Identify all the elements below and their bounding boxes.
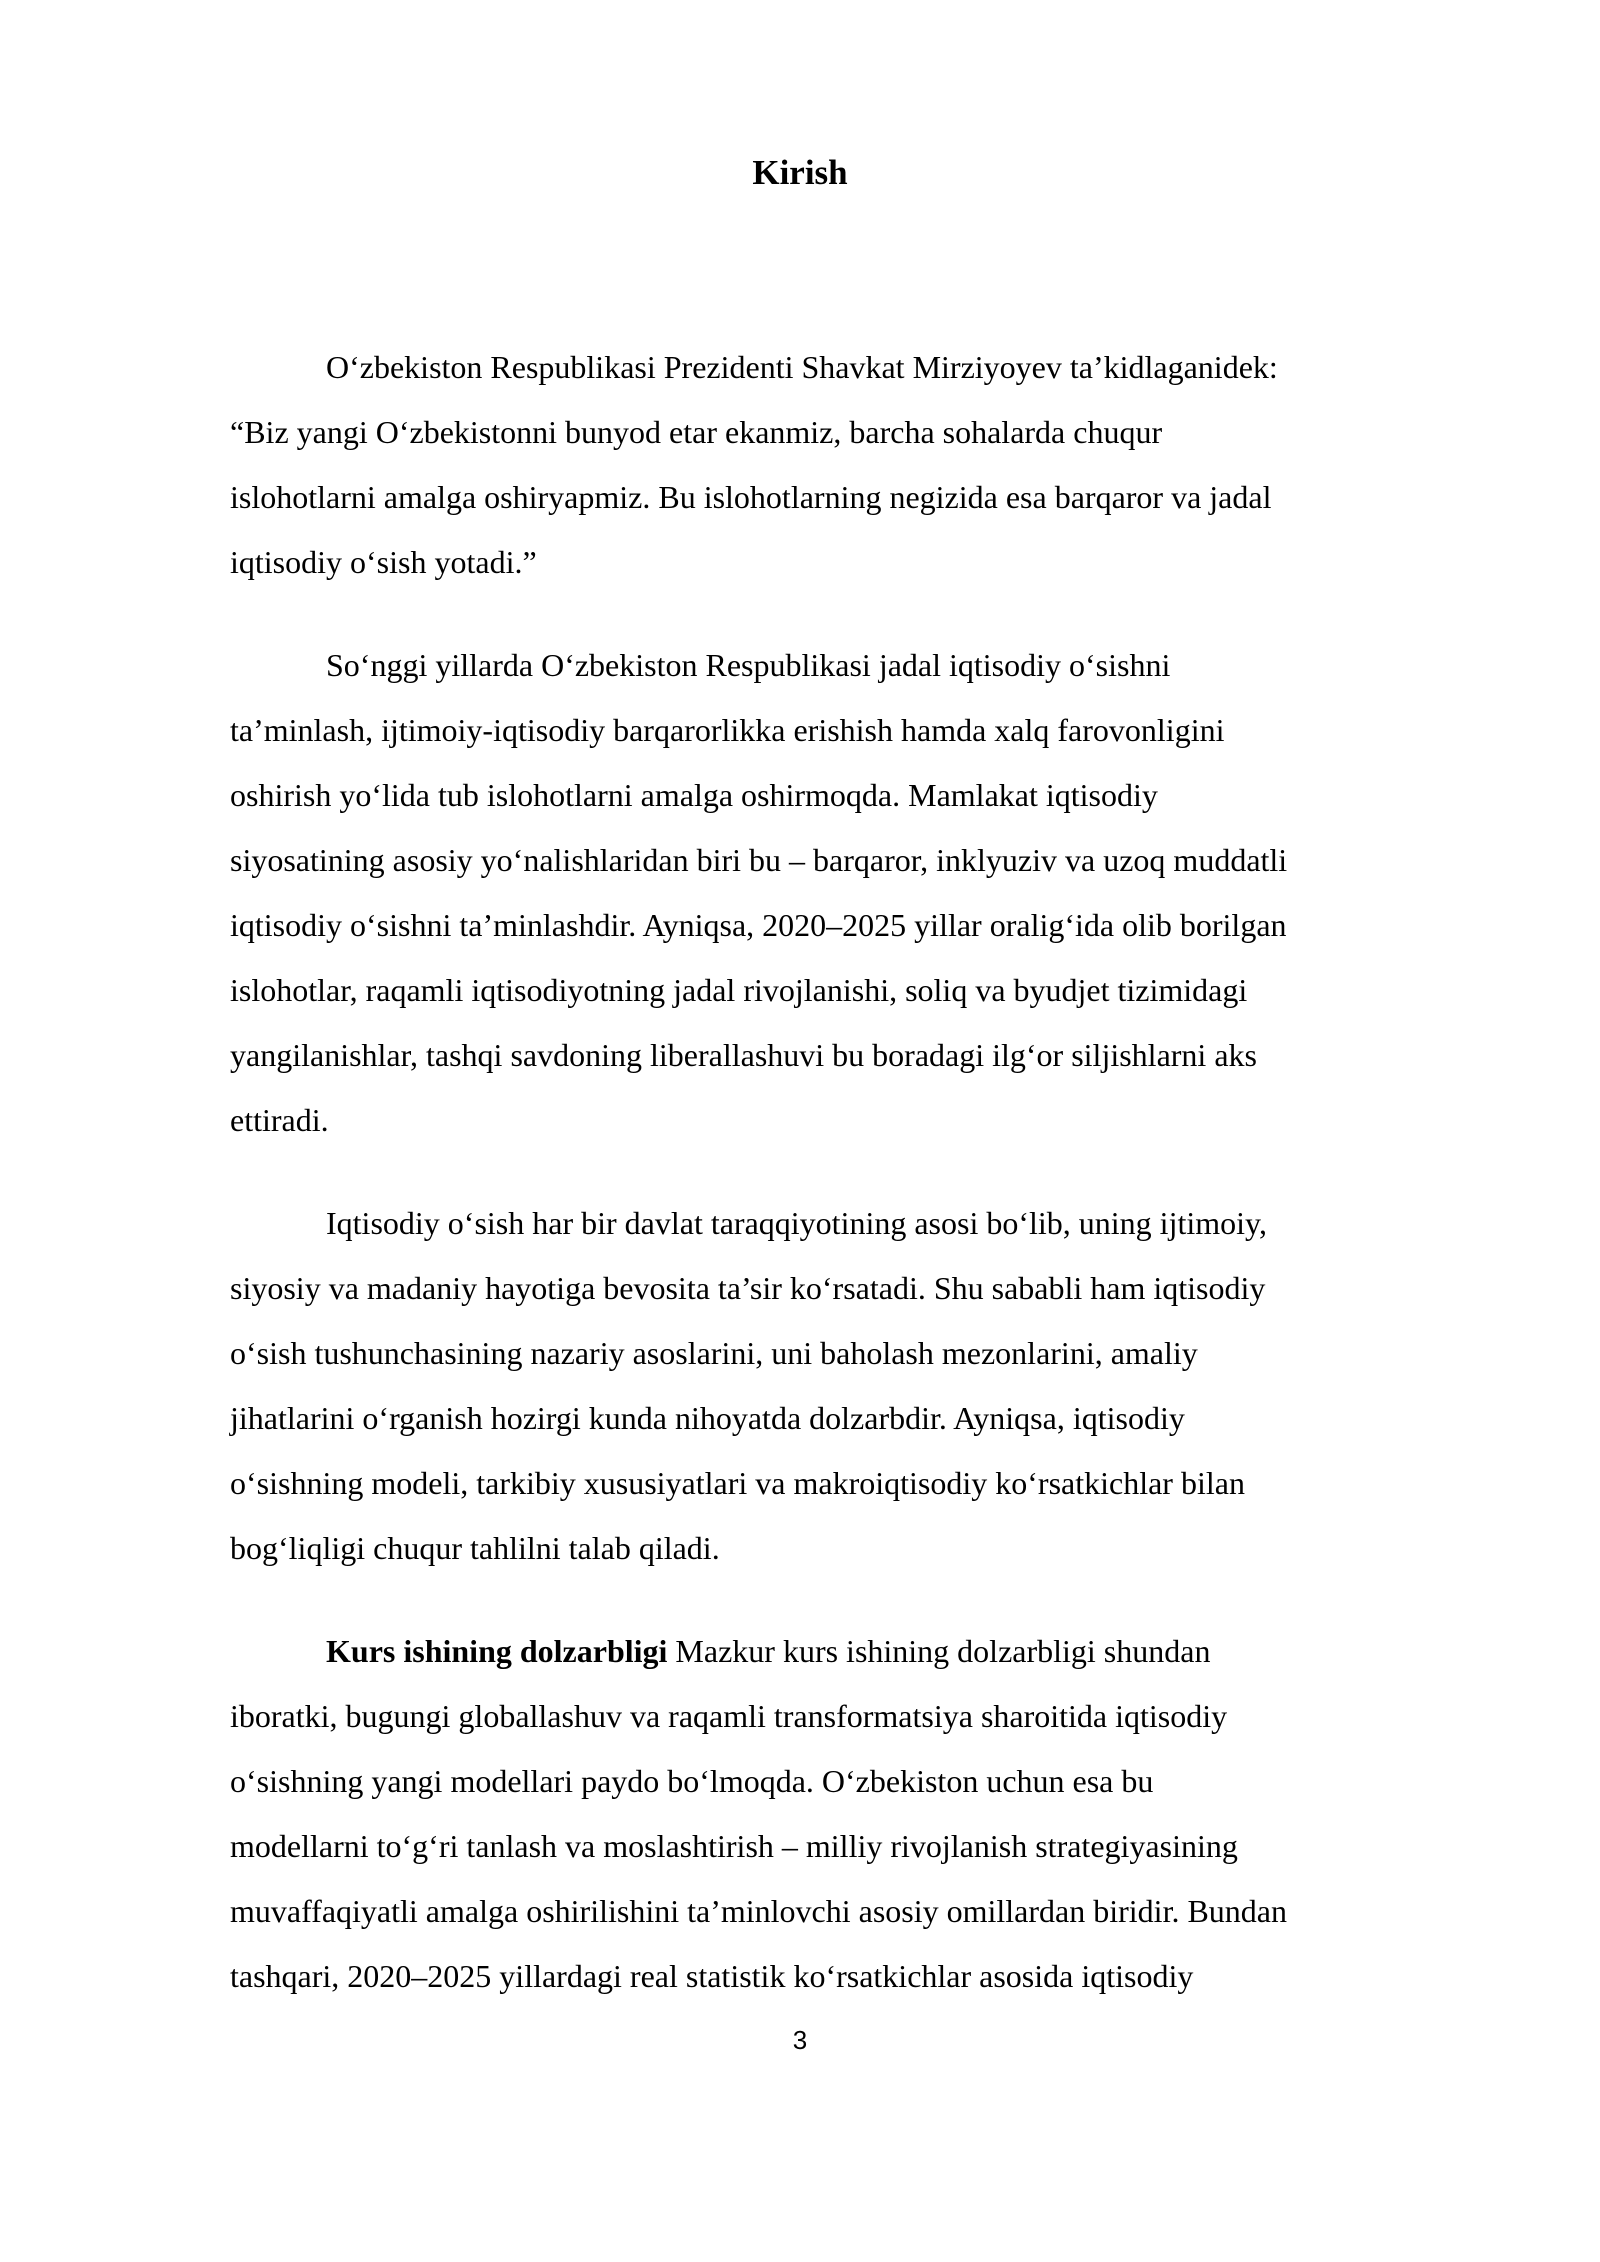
text-line: O‘zbekiston Respublikasi Prezidenti Shavkat Mirziyoyev ta’kidlaganidek:	[326, 349, 1278, 385]
text-line: o‘sish tushunchasining nazariy asoslarini, uni baholash mezonlarini, amaliy	[230, 1335, 1198, 1371]
text-line: So‘nggi yillarda O‘zbekiston Respublikasi jadal iqtisodiy o‘sishni	[326, 647, 1171, 683]
text-line: tashqari, 2020–2025 yillardagi real statistik ko‘rsatkichlar asosida iqtisodiy	[230, 1958, 1194, 1994]
text-line: jihatlarini o‘rganish hozirgi kunda nihoyatda dolzarbdir. Ayniqsa, iqtisodiy	[230, 1400, 1185, 1436]
text-line: ettiradi.	[230, 1102, 329, 1138]
paragraph-2	[230, 633, 1485, 1153]
text-fragment: Mazkur kurs ishining dolzarbligi shundan	[667, 1633, 1211, 1669]
text-line	[230, 1619, 1485, 1684]
text-line: bog‘liqligi chuqur tahlilni talab qiladi.	[230, 1530, 720, 1566]
text-line: islohotlarni amalga oshiryapmiz. Bu islohotlarning negizida esa barqaror va jadal	[230, 479, 1272, 515]
body-text	[230, 335, 1485, 2009]
text-line: siyosatining asosiy yo‘nalishlaridan biri bu – barqaror, inklyuziv va uzoq muddatli	[230, 842, 1288, 878]
paragraph-spacing	[230, 1581, 1485, 1619]
page-number: 3	[792, 2025, 808, 2055]
text-line: muvaffaqiyatli amalga oshirilishini ta’minlovchi asosiy omillardan biridir. Bundan	[230, 1893, 1287, 1929]
paragraph-1	[230, 335, 1485, 595]
page-title: Kirish	[752, 153, 848, 192]
text-line: modellarni to‘g‘ri tanlash va moslashtirish – milliy rivojlanish strategiyasining	[230, 1828, 1238, 1864]
text-line: o‘sishning modeli, tarkibiy xususiyatlari va makroiqtisodiy ko‘rsatkichlar bilan	[230, 1465, 1245, 1501]
text-line: Iqtisodiy o‘sish har bir davlat taraqqiyotining asosi bo‘lib, uning ijtimoiy,	[326, 1205, 1267, 1241]
text-line: yangilanishlar, tashqi savdoning liberallashuvi bu boradagi ilg‘or siljishlarni aks	[230, 1037, 1257, 1073]
paragraph-spacing	[230, 595, 1485, 633]
text-line: “Biz yangi O‘zbekistonni bunyod etar ekanmiz, barcha sohalarda chuqur	[230, 414, 1163, 450]
paragraph-4	[230, 1619, 1485, 2009]
text-line: iqtisodiy o‘sishni ta’minlashdir. Ayniqsa, 2020–2025 yillar oralig‘ida olib borilgan	[230, 907, 1287, 943]
text-line: ta’minlash, ijtimoiy-iqtisodiy barqarorlikka erishish hamda xalq farovonligini	[230, 712, 1225, 748]
text-line: iboratki, bugungi globallashuv va raqamli transformatsiya sharoitida iqtisodiy	[230, 1698, 1228, 1734]
text-line: islohotlar, raqamli iqtisodiyotning jadal rivojlanishi, soliq va byudjet tizimidagi	[230, 972, 1248, 1008]
section-heading-inline: Kurs ishining dolzarbligi	[326, 1633, 668, 1669]
text-line: iqtisodiy o‘sish yotadi.”	[230, 544, 537, 580]
text-line: o‘sishning yangi modellari paydo bo‘lmoqda. O‘zbekiston uchun esa bu	[230, 1763, 1154, 1799]
text-line: oshirish yo‘lida tub islohotlarni amalga oshirmoqda. Mamlakat iqtisodiy	[230, 777, 1158, 813]
text-line: siyosiy va madaniy hayotiga bevosita ta’sir ko‘rsatadi. Shu sababli ham iqtisodiy	[230, 1270, 1266, 1306]
paragraph-3	[230, 1191, 1485, 1581]
paragraph-spacing	[230, 1153, 1485, 1191]
